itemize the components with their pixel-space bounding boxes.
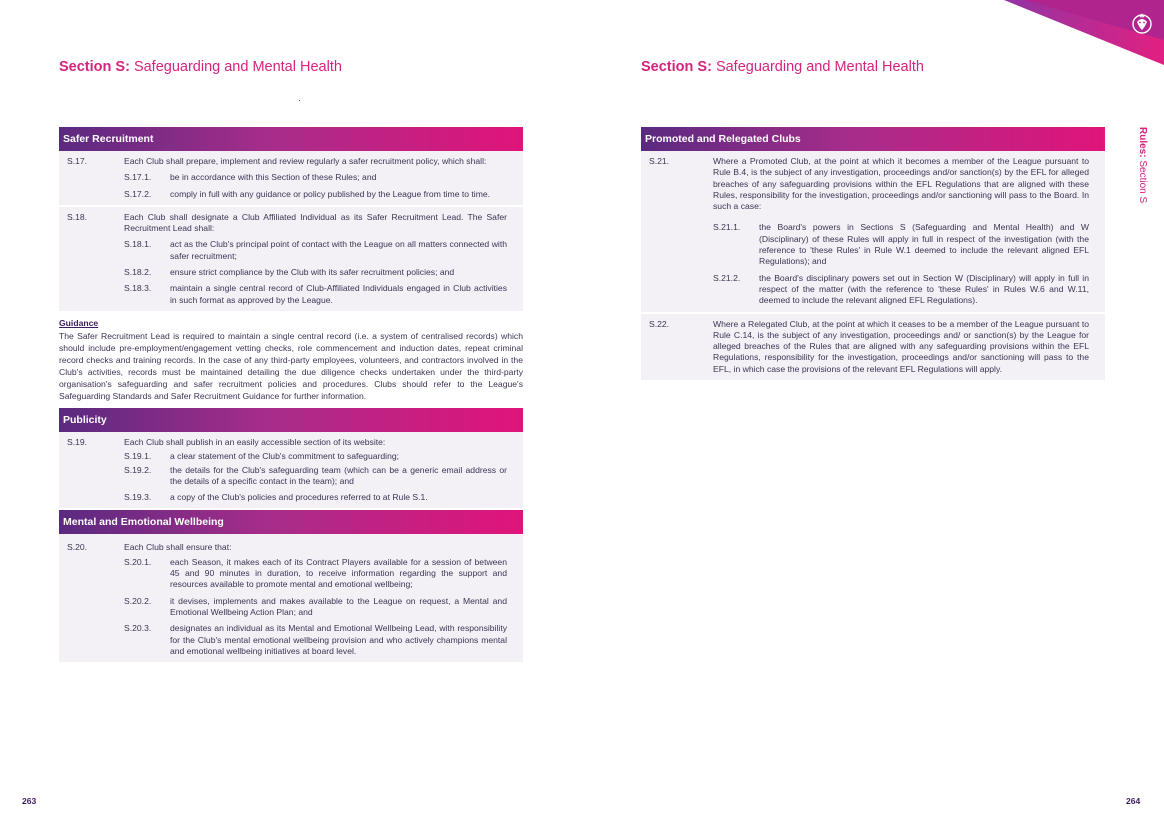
corner-banner xyxy=(1004,0,1164,70)
left-column xyxy=(59,127,523,662)
stray-dot xyxy=(299,100,300,101)
rule-s20: S.20. Each Club shall ensure that: S.20.1. each Season, it makes each of its Contract Players available for a session of between 45 and 90 minutes in duration, to receive information regarding the support and resources available to promote mental and emotional wellbeing; S.20.2. it devises, implements and makes available to the League on request, a Mental and Emotional Wellbeing Action Plan; and S.20.3. designates an individual as its Mental and Emotional Wellbeing Lead, with responsibility for the Club's mental emotional wellbeing provision and who actively champions mental and emotional wellbeing initiatives at board level. xyxy=(59,534,523,662)
rule-s17: S.17. Each Club shall prepare, implement and review regularly a safer recruitment policy, which shall: S.17.1. be in accordance with this Section of these Rules; and S.17.2. comply in full with any guidance or policy published by the League from time to time. xyxy=(59,151,523,205)
safer-recruitment-heading: Safer Recruitment xyxy=(59,127,523,151)
promoted-relegated-heading: Promoted and Relegated Clubs xyxy=(641,127,1105,151)
rule-s19: S.19. Each Club shall publish in an easily accessible section of its website: S.19.1. a clear statement of the Club's commitment to safeguarding; S.19.2. the details for the Club's safeguarding team (which can be a generic email address or the details of a specific contact in the team); and S.19.3. a copy of the Club's policies and procedures referred to at Rule S.1. xyxy=(59,432,523,508)
page-number-right: 264 xyxy=(1126,796,1141,806)
right-column xyxy=(641,127,1105,380)
page-number-left: 263 xyxy=(22,796,37,806)
rule-s21: S.21. Where a Promoted Club, at the point at which it becomes a member of the League pursuant to Rule B.4, is the subject of any investigation, proceedings and/or sanction(s) by the EFL for alleged breaches of any safeguarding provisions within the EFL Regulations that are aligned with these Rules, responsibility for the investigation, proceedings and/or sanctioning will pass to the Board. In such a case: S.21.1. the Board's powers in Sections S (Safeguarding and Mental Health) and W (Disciplinary) of these Rules will apply in full in respect of the investigation (with the reference to 'these Rules' in Rule W.1 deemed to include the relevant aligned EFL Regulations); and S.21.2. the Board's disciplinary powers set out in Section W (Disciplinary) will apply in full in respect of the matter (with the reference to 'these Rules' in Rules W.6 and W.11, deemed to include the relevant aligned EFL Regulations). xyxy=(641,151,1105,312)
rule-s22: S.22. Where a Relegated Club, at the point at which it ceases to be a member of the League pursuant to Rule C.14, is the subject of any investigation, proceedings and/ or sanction(s) by the League for alleged breaches of the Rules that are aligned with any safeguarding provisions within the EFL Regulations, responsibility for the investigation, proceedings and/or sanctioning will pass to the EFL, in which case the provisions of the relevant EFL Regulations will apply. xyxy=(641,312,1105,380)
guidance-text: The Safer Recruitment Lead is required to maintain a single central record (i.e. a system of centralised records) which should include pre-employment/engagement vetting checks, role commencement and induction dates, repeat criminal record checks and training records. In the case of any third-party employees, volunteers, and contractors involved in the Club's activities, records must be maintained detailing the due diligence checks undertaken under the third-party organisation's safeguarding and safer recruitment policies and procedures. Clubs should refer to the League's Safeguarding Standards and Safer Recruitment Guidance for further information. xyxy=(59,330,523,401)
side-tab: Rules: Section S xyxy=(1137,127,1148,204)
page-title-left: Section S: Safeguarding and Mental Health xyxy=(59,59,342,75)
guidance-heading: Guidance xyxy=(59,317,99,328)
rule-s18: S.18. Each Club shall designate a Club Affiliated Individual as its Safer Recruitment Lead. The Safer Recruitment Lead shall: S.18.1. act as the Club's principal point of contact with the League on all matters connected with safer recruitment; S.18.2. ensure strict compliance by the Club with its safer recruitment policies; and S.18.3. maintain a single central record of Club-Affiliated Individuals engaged in Club activities in such format as approved by the League. xyxy=(59,205,523,311)
page-title-right: Section S: Safeguarding and Mental Health xyxy=(641,59,924,75)
wellbeing-heading: Mental and Emotional Wellbeing xyxy=(59,510,523,534)
publicity-heading: Publicity xyxy=(59,408,523,432)
